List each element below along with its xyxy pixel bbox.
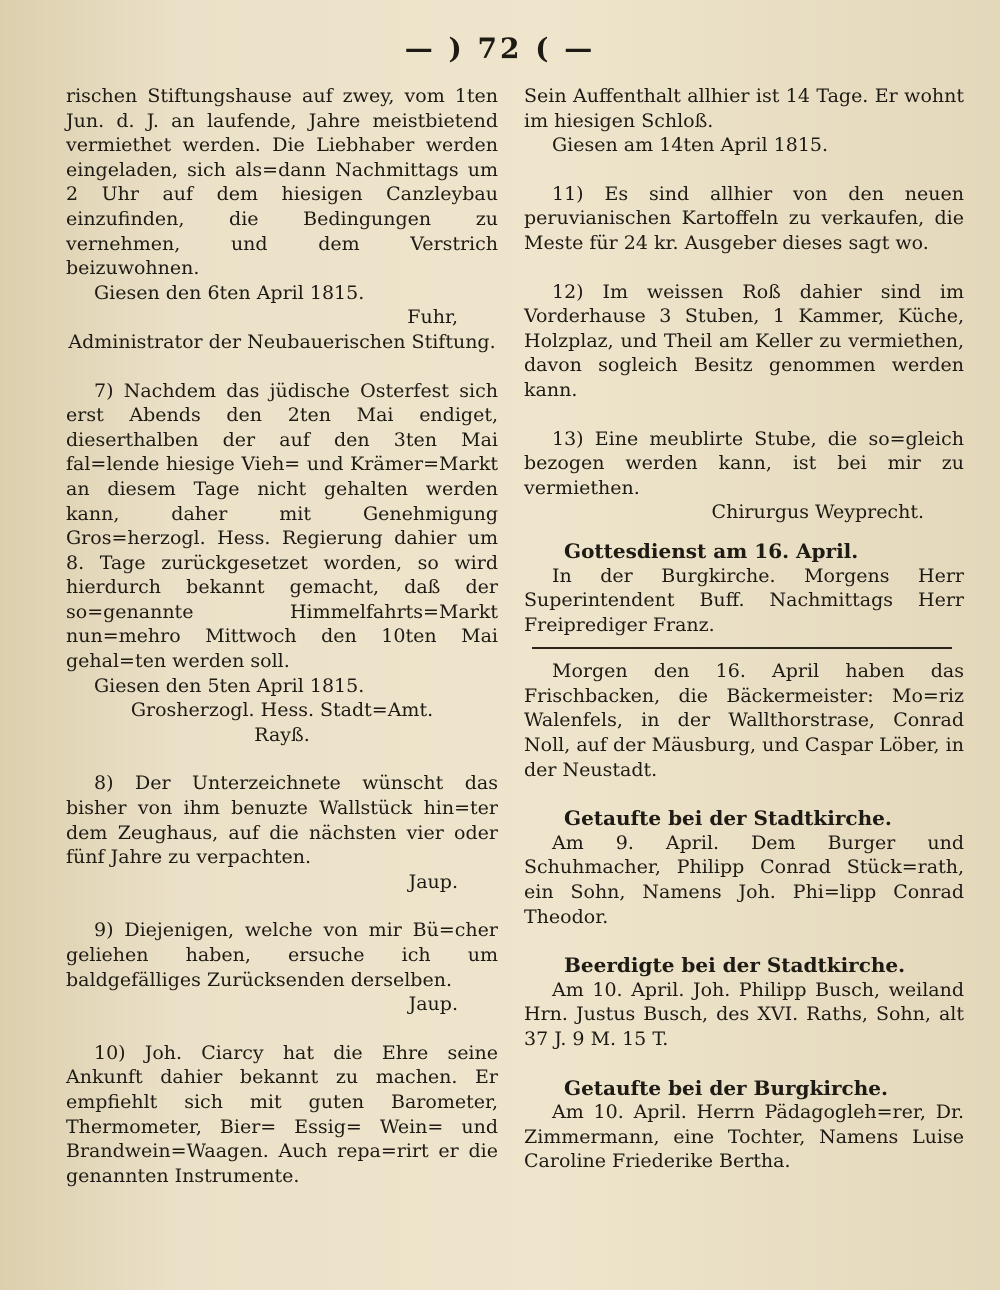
left-column (66, 84, 498, 1188)
page-number: — ) 72 ( — (404, 32, 596, 65)
burials-city-heading: Beerdigte bei der Stadtkirche. (564, 953, 906, 978)
notice-9-signature: Jaup. (408, 993, 458, 1016)
notice-10-date: Giesen am 14ten April 1815. (552, 134, 829, 157)
notice-8-signature: Jaup. (408, 870, 458, 893)
notice-6-signature: Fuhr, (407, 306, 458, 329)
baptisms-city-text: Am 9. April. Dem Burger und Schuhmacher, Philipp Conrad Stück=rath, ein Sohn, Namens Joh. Phi=lipp Conrad Theodor. (524, 831, 964, 928)
notice-10-continued: Sein Auffenthalt allhier ist 14 Tage. Er wohnt im hiesigen Schloß. (524, 85, 964, 132)
right-column (524, 84, 964, 1174)
notice-9: 9) Diejenigen, welche von mir Bü=cher geliehen haben, ersuche ich um baldgefälliges Zurücksenden derselben. (66, 919, 498, 991)
notice-13: 13) Eine meublirte Stube, die so=gleich bezogen werden kann, ist bei mir zu vermiethen. (524, 427, 964, 499)
notice-7-authority: Grosherzogl. Hess. Stadt=Amt. (130, 699, 434, 722)
notice-6-continued: rischen Stiftungshause auf zwey, vom 1ten Jun. d. J. an laufende, Jahre meistbietend vermiethet werden. Die Liebhaber werden eingeladen, sich als=dann Nachmittags um 2 Uhr auf dem hiesigen Canzleybau einzufinden, die Bedingungen zu vernehmen, und dem Verstrich beizuwohnen. (66, 85, 498, 280)
baptisms-castle-text: Am 10. April. Herrn Pädagogleh=rer, Dr. Zimmermann, eine Tochter, Namens Luise Caroline Friederike Bertha. (524, 1101, 964, 1173)
notice-13-signature: Chirurgus Weyprecht. (711, 501, 924, 524)
bakery-notice: Morgen den 16. April haben das Frischbacken, die Bäckermeister: Mo=riz Walenfels, in der Wallthorstrase, Conrad Noll, auf der Mäusburg, und Caspar Löber, in der Neustadt. (524, 660, 964, 781)
baptisms-city-heading: Getaufte bei der Stadtkirche. (564, 806, 892, 831)
section-divider (532, 647, 952, 649)
notice-6-date: Giesen den 6ten April 1815. (94, 281, 365, 304)
notice-8: 8) Der Unterzeichnete wünscht das bisher von ihm benuzte Wallstück hin=ter dem Zeughaus, auf die nächsten vier oder fünf Jahre zu verpachten. (66, 772, 498, 869)
notice-7: 7) Nachdem das jüdische Osterfest sich erst Abends den 2ten Mai endiget, dieserthalben der auf den 3ten Mai fal=lende hiesige Vieh= und Krämer=Markt an diesem Tage nicht gehalten werden kann, daher mit Genehmigung Gros=herzogl. Hess. Regierung dahier um 8. Tage zurückgesetzet worden, so wird hierdurch bekannt gemacht, daß der so=genannte Himmelfahrts=Markt nun=mehro Mittwoch den 10ten Mai gehal=ten werden soll. (66, 379, 498, 673)
notice-11: 11) Es sind allhier von den neuen peruvianischen Kartoffeln zu verkaufen, die Meste für 24 kr. Ausgeber dieses sagt wo. (524, 182, 964, 254)
service-heading: Gottesdienst am 16. April. (564, 538, 859, 563)
baptisms-castle-heading: Getaufte bei der Burgkirche. (564, 1075, 888, 1100)
notice-7-signature: Rayß. (254, 723, 310, 746)
notice-10: 10) Joh. Ciarcy hat die Ehre seine Ankunft dahier bekannt zu machen. Er empfiehlt sich mit guten Barometer, Thermometer, Bier= Essig= Wein= und Brandwein=Waagen. Auch repa=rirt er die genannten Instrumente. (66, 1041, 498, 1187)
notice-12: 12) Im weissen Roß dahier sind im Vorderhause 3 Stuben, 1 Kammer, Küche, Holzplaz, und Theil am Keller zu vermiethen, davon sogleich Besitz genommen werden kann. (524, 280, 964, 401)
service-text: In der Burgkirche. Morgens Herr Superintendent Buff. Nachmittags Herr Freiprediger Franz. (524, 564, 964, 636)
burials-city-text: Am 10. April. Joh. Philipp Busch, weiland Hrn. Justus Busch, des XVI. Raths, Sohn, alt 37 J. 9 M. 15 T. (524, 978, 964, 1050)
notice-6-signature-title: Administrator der Neubauerischen Stiftung. (68, 330, 496, 353)
notice-7-date: Giesen den 5ten April 1815. (94, 674, 365, 697)
